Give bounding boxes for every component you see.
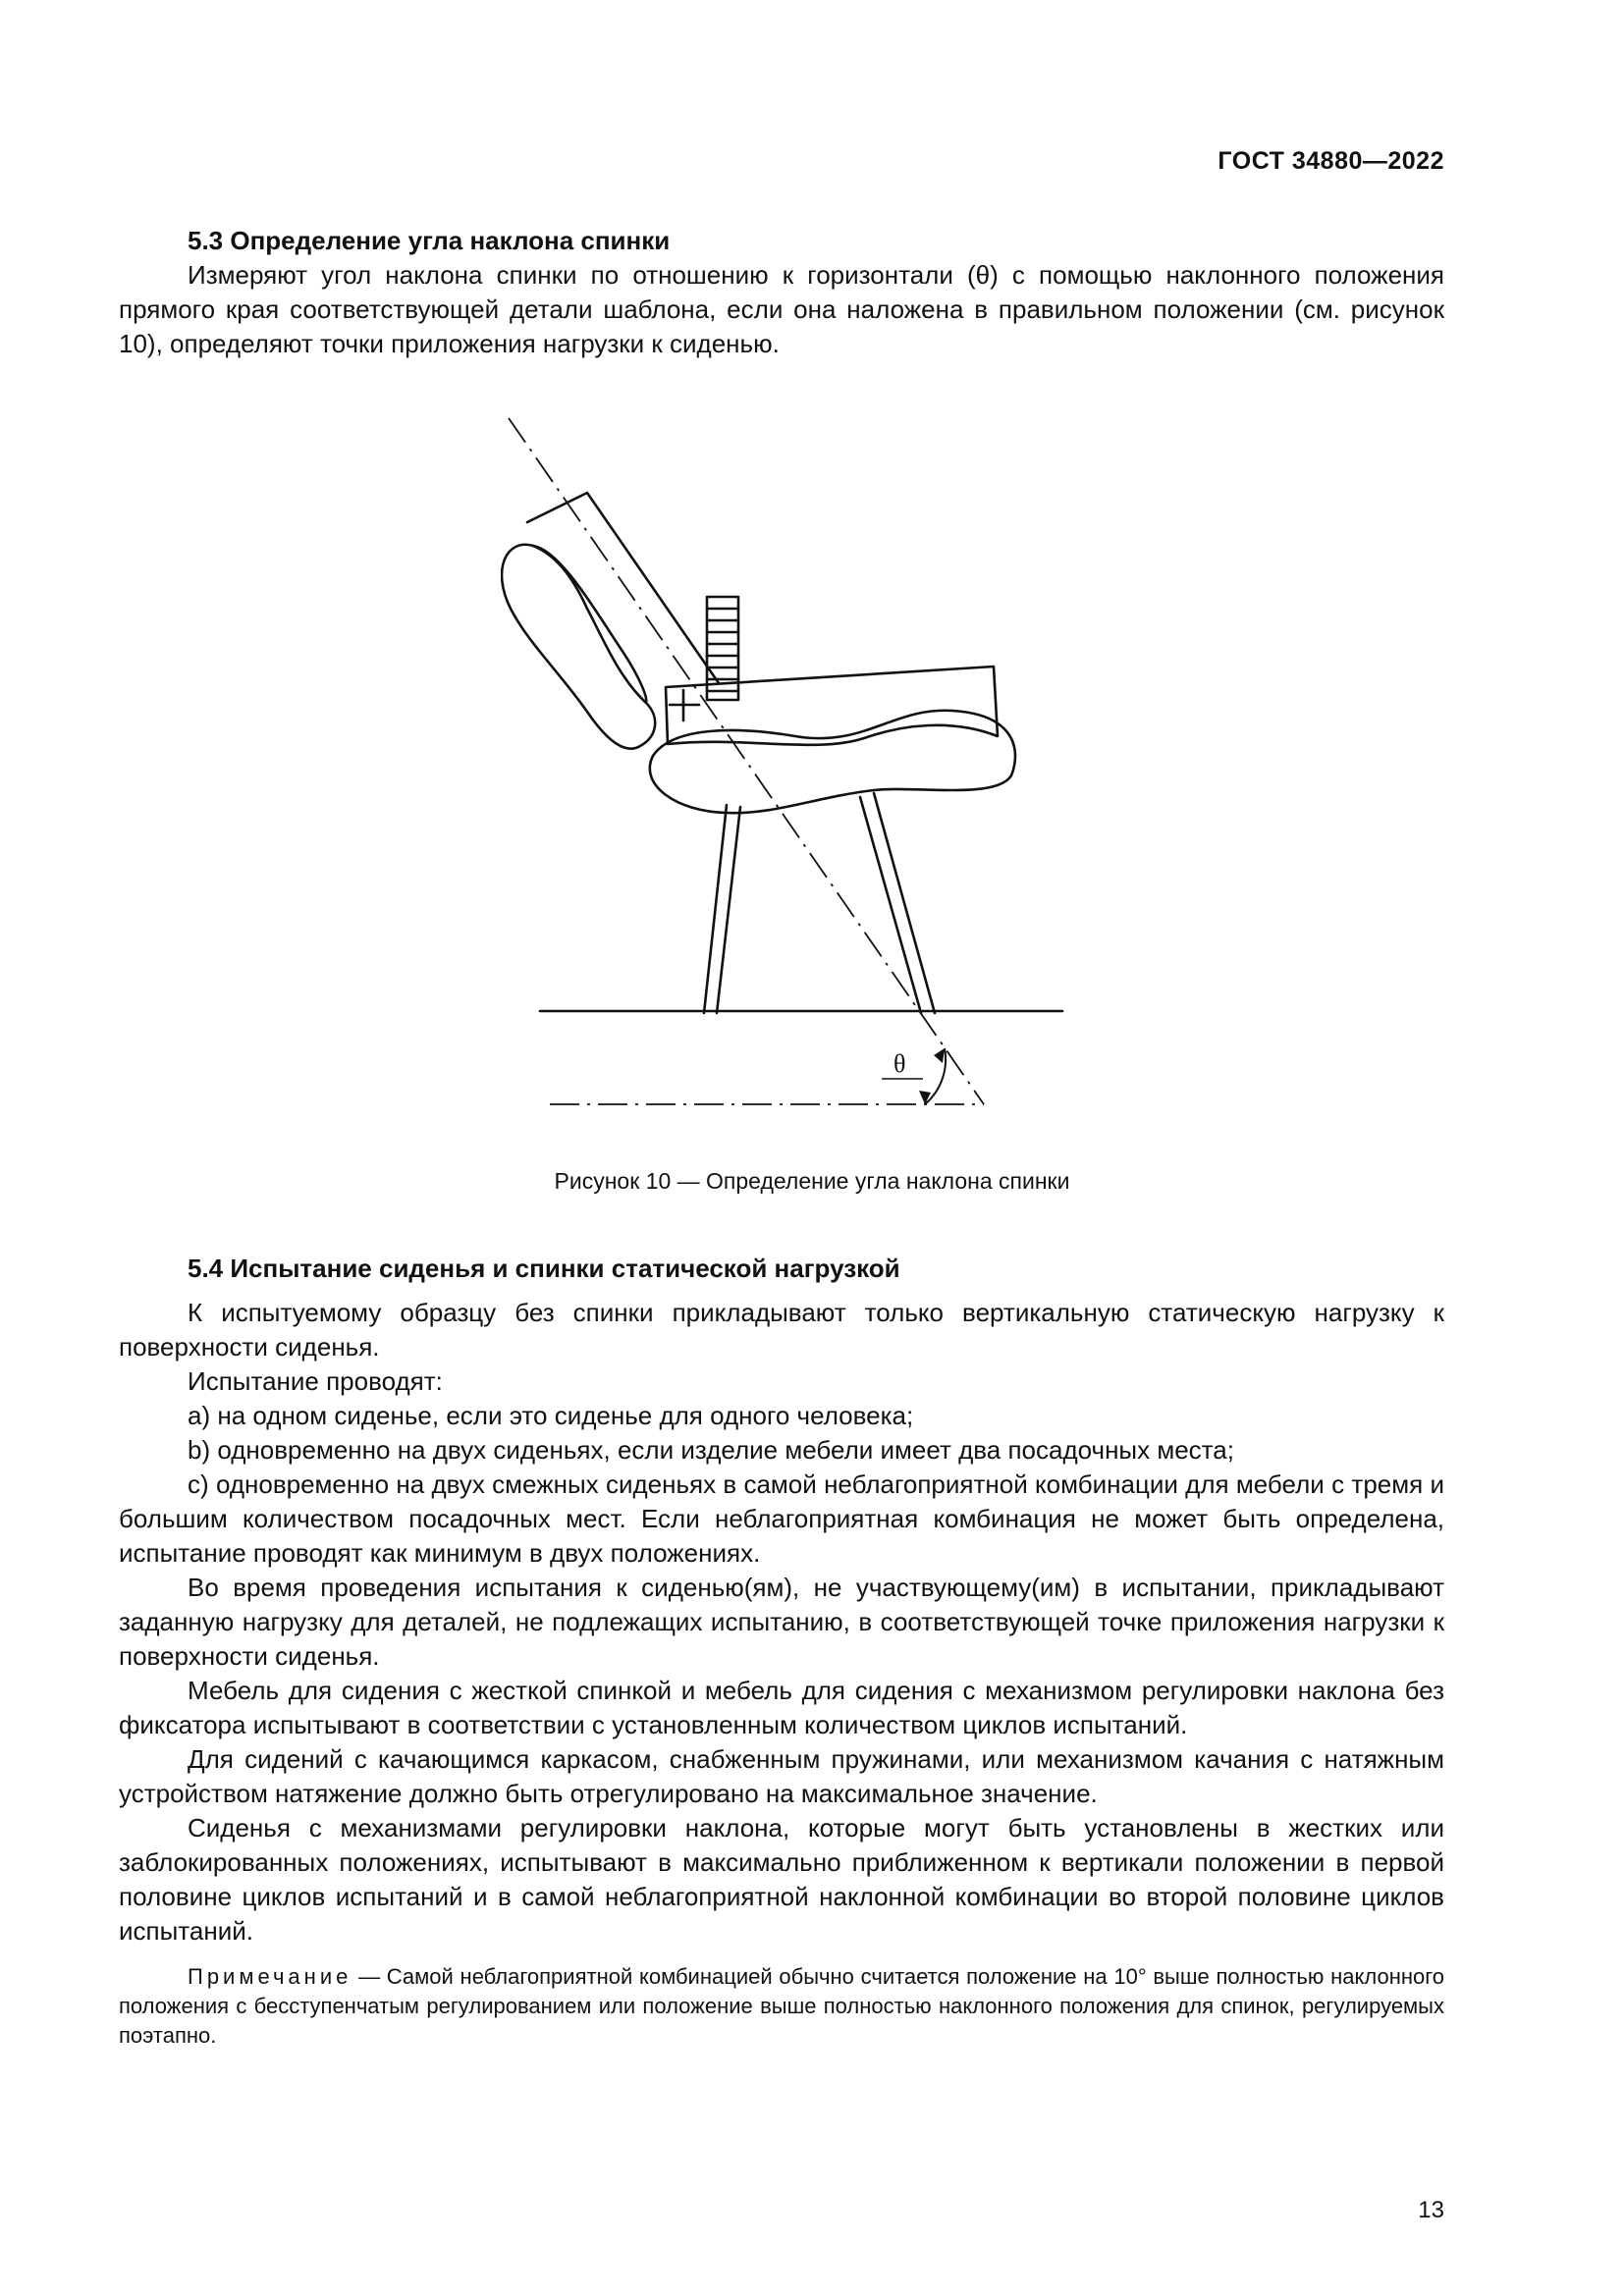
figure-caption: Рисунок 10 — Определение угла наклона спинки xyxy=(554,1168,1070,1194)
section-5-3 xyxy=(119,224,1444,361)
back-cushion-front xyxy=(533,546,646,703)
list-item: c) одновременно на двух смежных сиденьях в самой неблагоприятной комбинации для мебели с тремя и большим количеством посадочных мест. Если неблагоприятная комбинация не может быть определена, испытание проводят как минимум в двух положениях. xyxy=(119,1469,1444,1568)
paragraph: Мебель для сидения с жесткой спинкой и мебель для сидения с механизмом регулировки наклона без фиксатора испытывают в соответствии с установленным количеством циклов испытаний. xyxy=(119,1676,1444,1739)
paragraph: Для сидений с качающимся каркасом, снабженным пружинами, или механизмом качания с натяжным устройством натяжение должно быть отрегулировано на максимальное значение. xyxy=(119,1744,1444,1808)
note-text: — Самой неблагоприятной комбинацией обычно считается положение на 10° выше полностью наклонного положения с бесступенчатым регулированием или положение выше полностью наклонного положения для спинок, регулируемых поэтапно. xyxy=(119,1964,1444,2048)
section-heading: 5.3 Определение угла наклона спинки xyxy=(188,226,671,255)
note-label: Примечание xyxy=(188,1964,352,1989)
note xyxy=(119,1962,1444,2051)
back-cushion xyxy=(502,545,655,749)
paragraph: К испытуемому образцу без спинки прикладывают только вертикальную статическую нагрузку к поверхности сиденья. xyxy=(119,1298,1444,1362)
angle-arrow-upper xyxy=(934,1048,945,1063)
paragraph: Во время проведения испытания к сиденью(ям), не участвующему(им) в испытании, прикладывают заданную нагрузку для деталей, не подлежащих испытанию, в соответствующей точке приложения нагрузки к поверхности сиденья. xyxy=(119,1573,1444,1671)
figure-10-diagram xyxy=(501,412,1110,1139)
angle-label: θ xyxy=(893,1049,906,1078)
paragraph: Испытание проводят: xyxy=(188,1366,443,1396)
reference-cross xyxy=(670,690,699,721)
list-item: a) на одном сиденье, если это сиденье для одного человека; xyxy=(188,1401,914,1430)
angle-arrow-lower xyxy=(919,1091,931,1104)
rear-leg xyxy=(704,805,740,1013)
list-item: b) одновременно на двух сиденьях, если изделие мебели имеет два посадочных места; xyxy=(188,1435,1234,1465)
back-frame xyxy=(527,493,719,683)
section-heading: 5.4 Испытание сиденья и спинки статической нагрузкой xyxy=(188,1254,900,1283)
paragraph: Сиденья с механизмами регулировки наклона, которые могут быть установлены в жестких или заблокированных положениях, испытывают в максимально приближенном к вертикали положении в первой половине циклов испытаний и в самой неблагоприятной наклонной комбинации во второй половине циклов испытаний. xyxy=(119,1813,1444,1946)
paragraph: Измеряют угол наклона спинки по отношению к горизонтали (θ) с помощью наклонного положения прямого края соответствующей детали шаблона, если она наложена в правильном положении (см. рисунок 10), определяют точки приложения нагрузки к сиденью. xyxy=(119,260,1444,358)
section-5-4 xyxy=(119,1252,1444,2051)
incline-reference-line xyxy=(509,418,984,1104)
standard-number: ГОСТ 34880—2022 xyxy=(1218,147,1444,175)
page-number: 13 xyxy=(1418,2197,1444,2223)
